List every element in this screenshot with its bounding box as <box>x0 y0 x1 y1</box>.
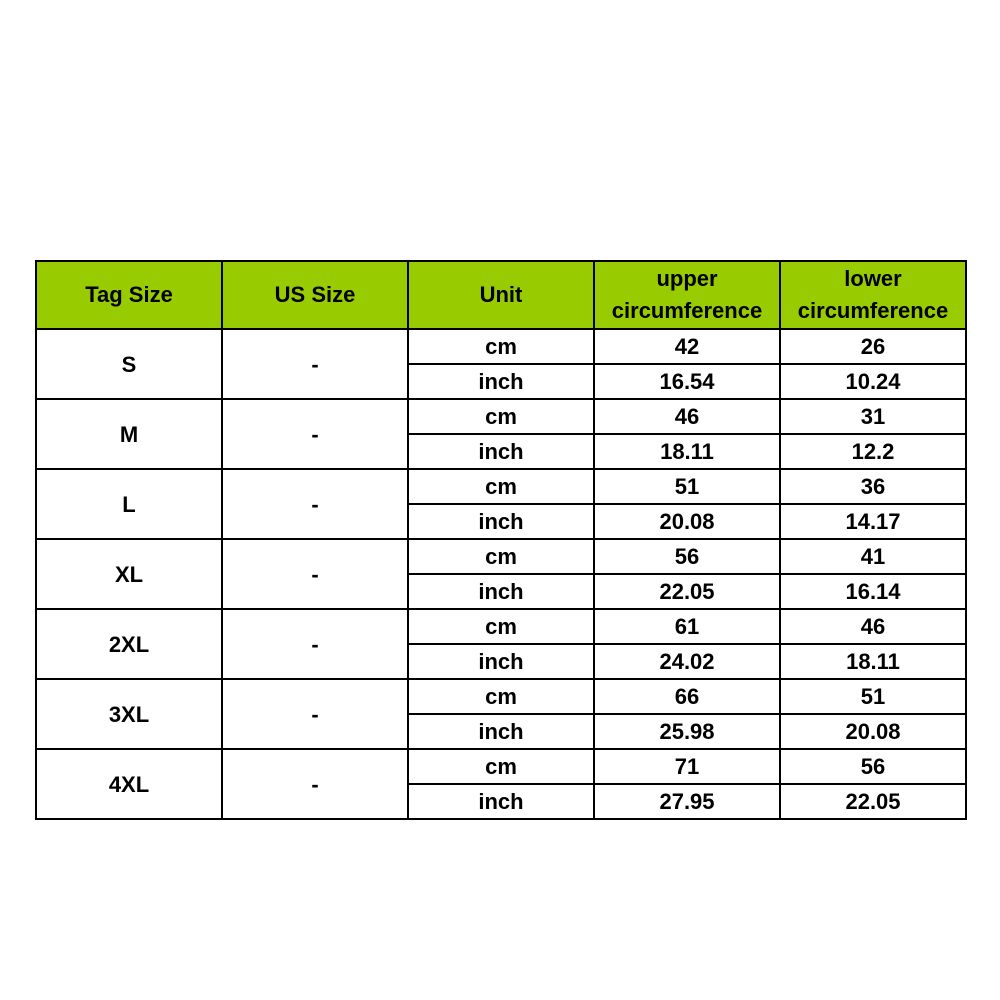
table-row <box>36 609 966 644</box>
size-chart-body <box>36 329 966 819</box>
upper-circumference-cell: 56 <box>594 539 780 574</box>
header-lower-circumference: lower circumference <box>780 261 966 329</box>
tag-size-cell: L <box>36 469 222 539</box>
unit-cell: cm <box>408 609 594 644</box>
lower-circumference-cell: 31 <box>780 399 966 434</box>
header-tag-size: Tag Size <box>36 261 222 329</box>
unit-cell: inch <box>408 504 594 539</box>
upper-circumference-cell: 66 <box>594 679 780 714</box>
header-us-size: US Size <box>222 261 408 329</box>
lower-circumference-cell: 51 <box>780 679 966 714</box>
unit-cell: cm <box>408 399 594 434</box>
lower-circumference-cell: 36 <box>780 469 966 504</box>
table-row <box>36 539 966 574</box>
tag-size-cell: M <box>36 399 222 469</box>
unit-cell: inch <box>408 574 594 609</box>
us-size-cell: - <box>222 329 408 399</box>
unit-cell: inch <box>408 784 594 819</box>
lower-circumference-cell: 18.11 <box>780 644 966 679</box>
us-size-cell: - <box>222 469 408 539</box>
unit-cell: cm <box>408 329 594 364</box>
upper-circumference-cell: 18.11 <box>594 434 780 469</box>
lower-circumference-cell: 46 <box>780 609 966 644</box>
upper-circumference-cell: 25.98 <box>594 714 780 749</box>
lower-circumference-cell: 56 <box>780 749 966 784</box>
unit-cell: cm <box>408 679 594 714</box>
upper-circumference-cell: 46 <box>594 399 780 434</box>
upper-circumference-cell: 24.02 <box>594 644 780 679</box>
table-row <box>36 679 966 714</box>
lower-circumference-cell: 14.17 <box>780 504 966 539</box>
upper-circumference-cell: 42 <box>594 329 780 364</box>
upper-circumference-cell: 71 <box>594 749 780 784</box>
size-chart-table <box>35 260 967 820</box>
header-row <box>36 261 966 329</box>
tag-size-cell: 4XL <box>36 749 222 819</box>
unit-cell: inch <box>408 364 594 399</box>
us-size-cell: - <box>222 679 408 749</box>
lower-circumference-cell: 41 <box>780 539 966 574</box>
unit-cell: cm <box>408 749 594 784</box>
tag-size-cell: 3XL <box>36 679 222 749</box>
unit-cell: inch <box>408 644 594 679</box>
tag-size-cell: S <box>36 329 222 399</box>
unit-cell: cm <box>408 539 594 574</box>
upper-circumference-cell: 16.54 <box>594 364 780 399</box>
table-row <box>36 399 966 434</box>
unit-cell: cm <box>408 469 594 504</box>
us-size-cell: - <box>222 539 408 609</box>
lower-circumference-cell: 12.2 <box>780 434 966 469</box>
upper-circumference-cell: 22.05 <box>594 574 780 609</box>
us-size-cell: - <box>222 609 408 679</box>
header-unit: Unit <box>408 261 594 329</box>
unit-cell: inch <box>408 434 594 469</box>
upper-circumference-cell: 61 <box>594 609 780 644</box>
table-row <box>36 749 966 784</box>
us-size-cell: - <box>222 399 408 469</box>
upper-circumference-cell: 20.08 <box>594 504 780 539</box>
upper-circumference-cell: 51 <box>594 469 780 504</box>
lower-circumference-cell: 26 <box>780 329 966 364</box>
table-row <box>36 469 966 504</box>
lower-circumference-cell: 10.24 <box>780 364 966 399</box>
unit-cell: inch <box>408 714 594 749</box>
table-row <box>36 329 966 364</box>
upper-circumference-cell: 27.95 <box>594 784 780 819</box>
lower-circumference-cell: 20.08 <box>780 714 966 749</box>
lower-circumference-cell: 22.05 <box>780 784 966 819</box>
lower-circumference-cell: 16.14 <box>780 574 966 609</box>
us-size-cell: - <box>222 749 408 819</box>
header-upper-circumference: upper circumference <box>594 261 780 329</box>
tag-size-cell: XL <box>36 539 222 609</box>
tag-size-cell: 2XL <box>36 609 222 679</box>
